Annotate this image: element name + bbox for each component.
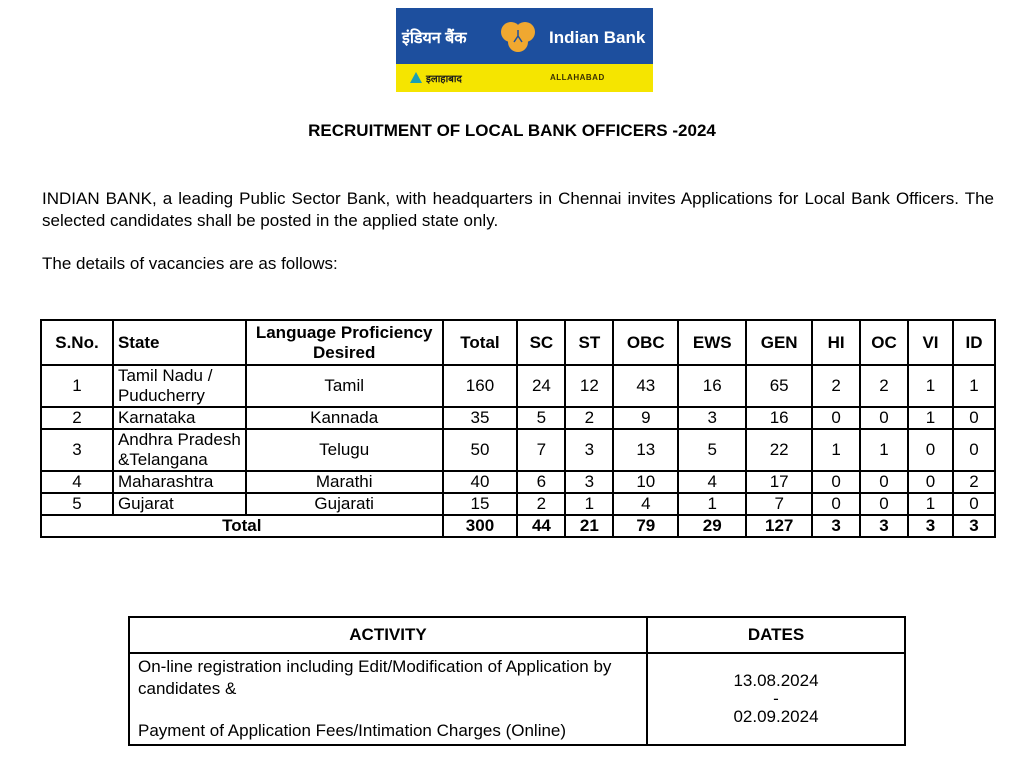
cell-state: Maharashtra xyxy=(113,471,246,493)
logo-hindi-name: इंडियन बैंक xyxy=(402,30,467,47)
total-gen: 127 xyxy=(746,515,812,537)
activity-row xyxy=(129,653,905,745)
cell-id: 2 xyxy=(953,471,995,493)
date-separator: - xyxy=(773,689,779,708)
header-oc: OC xyxy=(860,320,908,365)
indian-bank-logo xyxy=(396,8,653,92)
cell-obc: 10 xyxy=(613,471,678,493)
total-oc: 3 xyxy=(860,515,908,537)
cell-vi: 1 xyxy=(908,493,953,515)
vacancies-label: The details of vacancies are as follows: xyxy=(42,254,338,273)
cell-ews: 5 xyxy=(678,429,746,471)
cell-obc: 13 xyxy=(613,429,678,471)
cell-hi: 1 xyxy=(812,429,860,471)
cell-ews: 16 xyxy=(678,365,746,407)
cell-ews: 3 xyxy=(678,407,746,429)
cell-gen: 17 xyxy=(746,471,812,493)
total-ews: 29 xyxy=(678,515,746,537)
cell-hi: 0 xyxy=(812,471,860,493)
cell-language: Marathi xyxy=(246,471,443,493)
cell-state: Tamil Nadu / Puducherry xyxy=(113,365,246,407)
vacancy-row xyxy=(41,407,995,429)
cell-oc: 0 xyxy=(860,493,908,515)
cell-hi: 2 xyxy=(812,365,860,407)
dates-cell xyxy=(647,653,905,745)
logo-allahabad-english: ALLAHABAD xyxy=(550,73,605,82)
cell-oc: 0 xyxy=(860,407,908,429)
header-language: Language Proficiency Desired xyxy=(246,320,443,365)
vacancy-table xyxy=(40,319,996,538)
cell-sc: 6 xyxy=(517,471,565,493)
cell-obc: 43 xyxy=(613,365,678,407)
activity-header-row xyxy=(129,617,905,653)
total-hi: 3 xyxy=(812,515,860,537)
header-gen: GEN xyxy=(746,320,812,365)
logo-allahabad-hindi: इलाहाबाद xyxy=(426,74,462,85)
cell-language: Tamil xyxy=(246,365,443,407)
cell-hi: 0 xyxy=(812,407,860,429)
vacancy-row xyxy=(41,493,995,515)
cell-st: 3 xyxy=(565,471,613,493)
total-total: 300 xyxy=(443,515,518,537)
cell-state: Andhra Pradesh &Telangana xyxy=(113,429,246,471)
cell-id: 1 xyxy=(953,365,995,407)
activity-line-2: Payment of Application Fees/Intimation Charges (Online) xyxy=(138,721,567,740)
cell-vi: 1 xyxy=(908,365,953,407)
activity-table xyxy=(128,616,906,746)
cell-sno: 5 xyxy=(41,493,113,515)
header-hi: HI xyxy=(812,320,860,365)
header-vi: VI xyxy=(908,320,953,365)
cell-sc: 24 xyxy=(517,365,565,407)
cell-id: 0 xyxy=(953,493,995,515)
total-label: Total xyxy=(41,515,443,537)
cell-total: 160 xyxy=(443,365,518,407)
cell-total: 35 xyxy=(443,407,518,429)
header-dates: DATES xyxy=(647,617,905,653)
total-sc: 44 xyxy=(517,515,565,537)
cell-total: 40 xyxy=(443,471,518,493)
cell-obc: 4 xyxy=(613,493,678,515)
total-id: 3 xyxy=(953,515,995,537)
cell-sc: 5 xyxy=(517,407,565,429)
cell-id: 0 xyxy=(953,429,995,471)
cell-oc: 2 xyxy=(860,365,908,407)
cell-vi: 1 xyxy=(908,407,953,429)
cell-state: Gujarat xyxy=(113,493,246,515)
cell-oc: 1 xyxy=(860,429,908,471)
cell-gen: 16 xyxy=(746,407,812,429)
intro-paragraph: INDIAN BANK, a leading Public Sector Bank, with headquarters in Chennai invites Applications for Local Bank Officers. The selected candidates shall be posted in the applied state only. xyxy=(42,189,994,230)
allahabad-triangle-icon xyxy=(410,72,422,83)
vacancy-header-row xyxy=(41,320,995,365)
cell-language: Gujarati xyxy=(246,493,443,515)
cell-gen: 65 xyxy=(746,365,812,407)
header-obc: OBC xyxy=(613,320,678,365)
cell-sno: 4 xyxy=(41,471,113,493)
page-title: RECRUITMENT OF LOCAL BANK OFFICERS -2024 xyxy=(308,121,716,140)
cell-st: 2 xyxy=(565,407,613,429)
total-st: 21 xyxy=(565,515,613,537)
date-end: 02.09.2024 xyxy=(733,707,819,726)
header-activity: ACTIVITY xyxy=(129,617,647,653)
date-start: 13.08.2024 xyxy=(733,671,819,690)
cell-hi: 0 xyxy=(812,493,860,515)
bank-emblem-icon xyxy=(499,18,537,54)
vacancy-row xyxy=(41,365,995,407)
cell-oc: 0 xyxy=(860,471,908,493)
cell-ews: 1 xyxy=(678,493,746,515)
cell-vi: 0 xyxy=(908,471,953,493)
cell-gen: 7 xyxy=(746,493,812,515)
activity-cell xyxy=(129,653,647,745)
cell-id: 0 xyxy=(953,407,995,429)
cell-total: 15 xyxy=(443,493,518,515)
cell-st: 3 xyxy=(565,429,613,471)
cell-language: Kannada xyxy=(246,407,443,429)
cell-vi: 0 xyxy=(908,429,953,471)
cell-sno: 2 xyxy=(41,407,113,429)
cell-st: 1 xyxy=(565,493,613,515)
header-sno: S.No. xyxy=(41,320,113,365)
cell-ews: 4 xyxy=(678,471,746,493)
cell-sno: 1 xyxy=(41,365,113,407)
cell-obc: 9 xyxy=(613,407,678,429)
vacancy-row xyxy=(41,471,995,493)
header-sc: SC xyxy=(517,320,565,365)
cell-gen: 22 xyxy=(746,429,812,471)
cell-sc: 7 xyxy=(517,429,565,471)
cell-sc: 2 xyxy=(517,493,565,515)
activity-line-1: On-line registration including Edit/Modification of Application by candidates & xyxy=(138,657,612,698)
cell-total: 50 xyxy=(443,429,518,471)
total-vi: 3 xyxy=(908,515,953,537)
vacancy-total-row xyxy=(41,515,995,537)
total-obc: 79 xyxy=(613,515,678,537)
logo-english-name: Indian Bank xyxy=(549,28,646,47)
cell-language: Telugu xyxy=(246,429,443,471)
header-st: ST xyxy=(565,320,613,365)
header-ews: EWS xyxy=(678,320,746,365)
header-id: ID xyxy=(953,320,995,365)
cell-sno: 3 xyxy=(41,429,113,471)
vacancy-row xyxy=(41,429,995,471)
cell-st: 12 xyxy=(565,365,613,407)
header-total: Total xyxy=(443,320,518,365)
header-state: State xyxy=(113,320,246,365)
cell-state: Karnataka xyxy=(113,407,246,429)
